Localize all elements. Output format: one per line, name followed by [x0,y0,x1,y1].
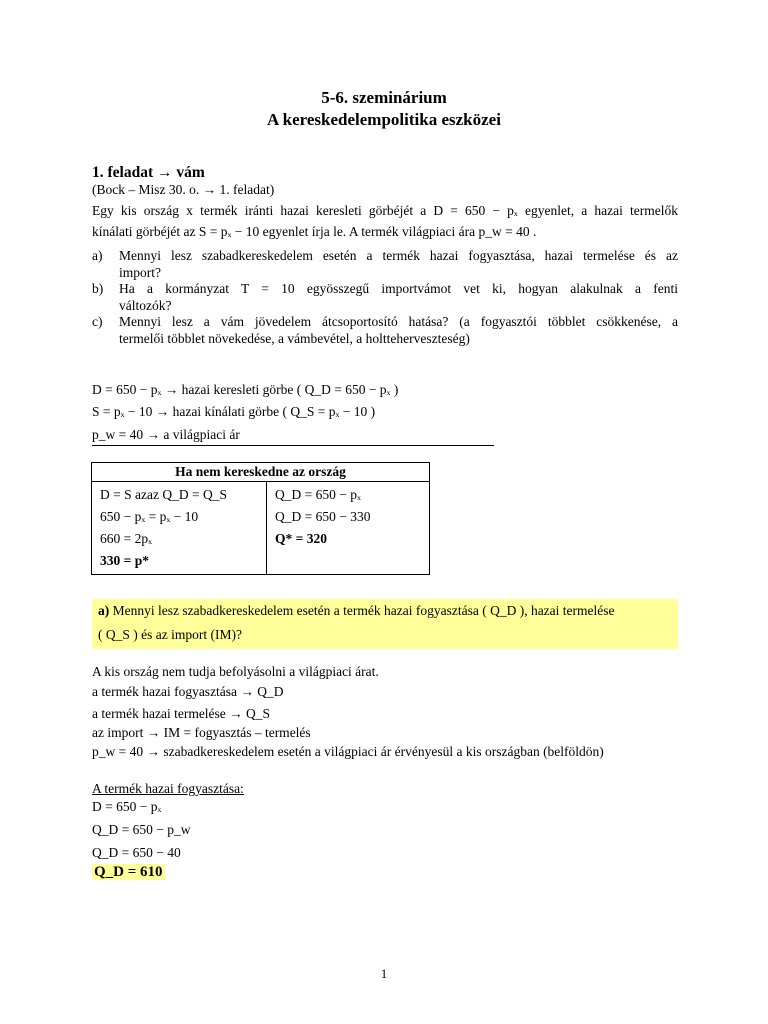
given-world-price: p_w = 40 → a világpiaci ár [92,427,240,442]
question-c [92,313,678,347]
consumption-result: Q_D = 610 [94,864,163,880]
consumption-step: D = 650 − pₓ [92,799,162,814]
table-line: Q_D = 650 − pₓ [275,487,361,502]
table-right-cell [267,482,430,575]
highlighted-question [92,599,678,649]
answer-line1: A kis ország nem tudja befolyásolni a világpiaci árat. [92,664,379,679]
consumption-step: Q_D = 650 − p_w [92,822,191,837]
table-line: D = S azaz Q_D = Q_S [100,487,227,502]
question-a [92,247,678,281]
table-line: Q* = 320 [275,531,327,546]
table-header: Ha nem kereskedne az ország [92,463,430,482]
question-text: Ha a kormányzat T = 10 egyösszegű importvámot vet ki, hogyan alakulnak a fenti [119,281,678,296]
answer-line2: a termék hazai fogyasztása → Q_D [92,684,284,699]
task-source: (Bock – Misz 30. o. → 1. feladat) [92,182,275,197]
question-label: a) [92,248,103,263]
answer-line5: p_w = 40 → szabadkereskedelem esetén a világpiaci ár érvényesül a kis országban (belföldön) [92,744,604,759]
answer-line4: az import → IM = fogyasztás – termelés [92,725,311,740]
question-text: import? [119,265,161,280]
title-line2: A kereskedelempolitika eszközei [267,110,501,129]
highlight-label: a) [98,603,110,618]
question-text: termelői többlet növekedése, a vámbevétel, a holtteherveszteség) [119,331,470,346]
task-heading: 1. feladat → vám [92,164,205,181]
question-b [92,280,678,314]
given-supply: S = pₓ − 10 → hazai kínálati görbe ( Q_S = pₓ − 10 ) [92,404,376,419]
table-line: Q_D = 650 − 330 [275,509,371,524]
title-line1: 5-6. szeminárium [321,88,447,107]
table-line: 650 − pₓ = pₓ − 10 [100,509,199,524]
divider [92,445,494,446]
autarky-table [91,462,430,575]
table-line: 660 = 2pₓ [100,531,153,546]
table-left-cell [92,482,267,575]
task-intro-line1: Egy kis ország x termék iránti hazai keresleti görbéjét a D = 650 − pₓ egyenlet, a hazai termelők [92,203,678,218]
table-line: 330 = p* [100,553,149,568]
given-demand: D = 650 − pₓ → hazai keresleti görbe ( Q_D = 650 − pₓ ) [92,382,399,397]
question-label: b) [92,281,104,296]
highlight-line2: ( Q_S ) és az import (IM)? [98,627,242,642]
task-intro-line2: kínálati görbéjét az S = pₓ − 10 egyenlet írja le. A termék világpiaci ára p_w = 40 . [92,224,537,239]
answer-line3: a termék hazai termelése → Q_S [92,706,271,721]
question-text: változók? [119,298,172,313]
highlight-line1: Mennyi lesz szabadkereskedelem esetén a termék hazai fogyasztása ( Q_D ), hazai termelése [112,603,615,618]
question-text: Mennyi lesz a vám jövedelem átcsoportosító hatása? (a fogyasztói többlet csökkenése, a [119,314,678,329]
consumption-step: Q_D = 650 − 40 [92,845,181,860]
question-text: Mennyi lesz szabadkereskedelem esetén a termék hazai fogyasztása, hazai termelése és az [119,248,678,263]
page-number: 1 [380,966,388,981]
consumption-heading: A termék hazai fogyasztása: [92,781,244,796]
question-label: c) [92,314,103,329]
